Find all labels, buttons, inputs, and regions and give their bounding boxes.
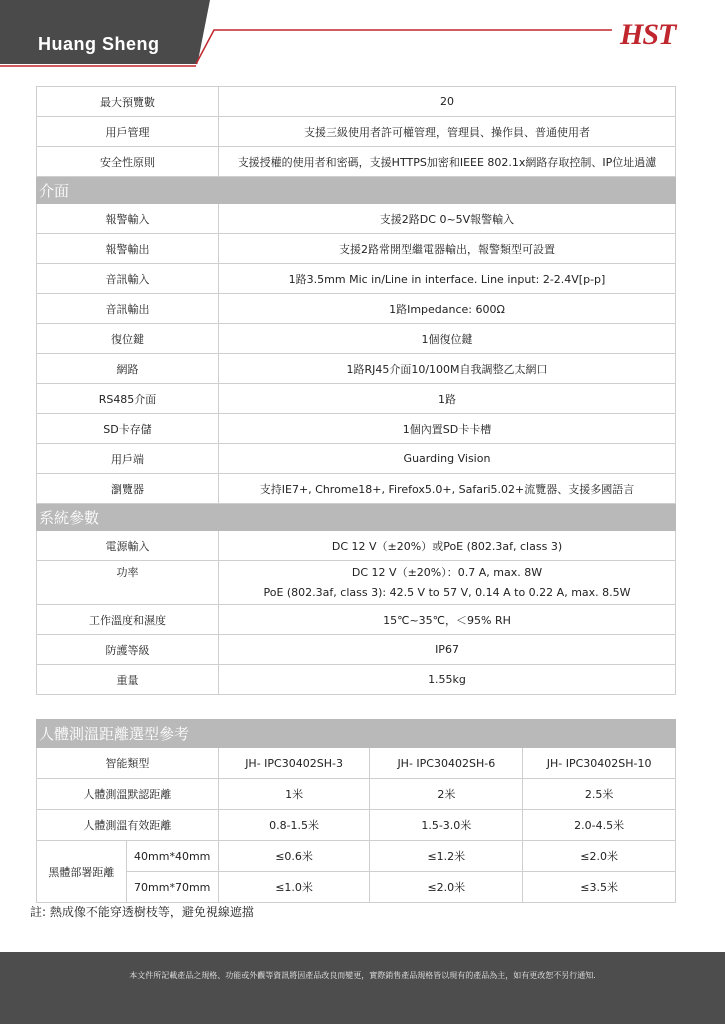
cell-value: 2.5米 xyxy=(523,779,676,810)
spec-label: 報警輸出 xyxy=(37,234,219,264)
spec-value: 支持IE7+, Chrome18+, Firefox5.0+, Safari5.02+流覽器、支援多國語言 xyxy=(219,474,676,504)
table-row xyxy=(37,635,676,665)
table-row xyxy=(37,444,676,474)
spec-value: 1路Impedance: 600Ω xyxy=(219,294,676,324)
table-row xyxy=(37,841,676,872)
section-header-model xyxy=(37,720,676,748)
section-header-interface xyxy=(37,177,676,204)
table-header-model: JH- IPC30402SH-10 xyxy=(523,748,676,779)
cell-value: 2.0-4.5米 xyxy=(523,810,676,841)
footer-disclaimer: 本文件所記載產品之規格、功能或外觀等資訊將因產品改良而變更，實際銷售產品規格皆以現有的產品為主，如有更改恕不另行通知. xyxy=(129,971,596,980)
table-row xyxy=(37,234,676,264)
table-header-model: JH- IPC30402SH-3 xyxy=(218,748,370,779)
cell-value: 0.8-1.5米 xyxy=(218,810,370,841)
spec-label: 瀏覽器 xyxy=(37,474,219,504)
spec-value: IP67 xyxy=(219,635,676,665)
cell-value: 2米 xyxy=(370,779,523,810)
spec-value: 支援2路DC 0~5V報警輸入 xyxy=(219,204,676,234)
cell-value: ≤1.2米 xyxy=(370,841,523,872)
spec-label: RS485介面 xyxy=(37,384,219,414)
spec-value: 1路RJ45介面10/100M自我調整乙太網口 xyxy=(219,354,676,384)
spec-label: 用戶管理 xyxy=(37,117,219,147)
section-title: 人體測溫距離選型參考 xyxy=(37,720,676,748)
table-row xyxy=(37,810,676,841)
spec-label: 復位鍵 xyxy=(37,324,219,354)
spec-value: 支援2路常開型繼電器輸出，報警類型可設置 xyxy=(219,234,676,264)
spec-label: 工作溫度和濕度 xyxy=(37,605,219,635)
table-row xyxy=(37,561,676,605)
spec-value: Guarding Vision xyxy=(219,444,676,474)
spec-label: 用戶端 xyxy=(37,444,219,474)
cell-value: ≤1.0米 xyxy=(218,872,370,903)
row-label: 黑體部署距離 xyxy=(37,841,127,903)
section-title: 系統參數 xyxy=(37,504,676,531)
spec-label: 重量 xyxy=(37,665,219,695)
spec-label: SD卡存儲 xyxy=(37,414,219,444)
table-row xyxy=(37,354,676,384)
table-row xyxy=(37,531,676,561)
spec-label: 功率 xyxy=(37,561,219,605)
spec-table xyxy=(36,86,676,695)
table-row xyxy=(37,147,676,177)
spec-value: 1路3.5mm Mic in/Line in interface. Line input: 2-2.4V[p-p] xyxy=(219,264,676,294)
table-row xyxy=(37,748,676,779)
table-row xyxy=(37,414,676,444)
spec-value: 1路 xyxy=(219,384,676,414)
spec-label: 安全性原則 xyxy=(37,147,219,177)
table-row xyxy=(37,264,676,294)
table-row xyxy=(37,294,676,324)
table-row xyxy=(37,779,676,810)
spec-label: 音訊輸出 xyxy=(37,294,219,324)
table-row xyxy=(37,324,676,354)
cell-value: ≤2.0米 xyxy=(523,841,676,872)
spec-value: 1.55kg xyxy=(219,665,676,695)
spec-value: 1個內置SD卡卡槽 xyxy=(219,414,676,444)
table-header-label: 智能類型 xyxy=(37,748,219,779)
model-selection-table xyxy=(36,719,676,903)
table-row xyxy=(37,872,676,903)
hst-logo: HST xyxy=(620,18,676,51)
spec-label: 報警輸入 xyxy=(37,204,219,234)
cell-value: 1.5-3.0米 xyxy=(370,810,523,841)
table-row xyxy=(37,384,676,414)
cell-value: ≤3.5米 xyxy=(523,872,676,903)
cell-value: 1米 xyxy=(218,779,370,810)
table-row xyxy=(37,117,676,147)
row-sublabel: 40mm*40mm xyxy=(126,841,218,872)
spec-value: 20 xyxy=(219,87,676,117)
cell-value: ≤0.6米 xyxy=(218,841,370,872)
spec-value: 1個復位鍵 xyxy=(219,324,676,354)
table-row xyxy=(37,204,676,234)
spec-value: DC 12 V（±20%）或PoE (802.3af, class 3) xyxy=(219,531,676,561)
spec-label: 最大預覽數 xyxy=(37,87,219,117)
spec-value: 支援三級使用者許可權管理，管理員、操作員、普通使用者 xyxy=(219,117,676,147)
spec-value xyxy=(219,561,676,605)
brand-name: Huang Sheng xyxy=(38,34,160,54)
section-header-system xyxy=(37,504,676,531)
row-label: 人體測溫默認距離 xyxy=(37,779,219,810)
table-row xyxy=(37,474,676,504)
spec-value-line: PoE (802.3af, class 3): 42.5 V to 57 V, 0.14 A to 0.22 A, max. 8.5W xyxy=(263,585,631,599)
page-footer xyxy=(0,952,725,1024)
section-title: 介面 xyxy=(37,177,676,204)
spec-label: 電源輸入 xyxy=(37,531,219,561)
table-header-model: JH- IPC30402SH-6 xyxy=(370,748,523,779)
row-label: 人體測溫有效距離 xyxy=(37,810,219,841)
table-row xyxy=(37,87,676,117)
page-header xyxy=(0,0,725,80)
spec-label: 音訊輸入 xyxy=(37,264,219,294)
spec-value: 15℃~35℃，＜95% RH xyxy=(219,605,676,635)
spec-value: 支援授權的使用者和密碼，支援HTTPS加密和IEEE 802.1x網路存取控制、IP位址過濾 xyxy=(219,147,676,177)
footnote: 註: 熱成像不能穿透樹枝等，避免視線遮擋 xyxy=(30,905,254,919)
spec-value-line: DC 12 V（±20%）：0.7 A, max. 8W xyxy=(351,565,543,579)
table-row xyxy=(37,665,676,695)
spec-label: 網路 xyxy=(37,354,219,384)
cell-value: ≤2.0米 xyxy=(370,872,523,903)
spec-label: 防護等級 xyxy=(37,635,219,665)
row-sublabel: 70mm*70mm xyxy=(126,872,218,903)
table-row xyxy=(37,605,676,635)
